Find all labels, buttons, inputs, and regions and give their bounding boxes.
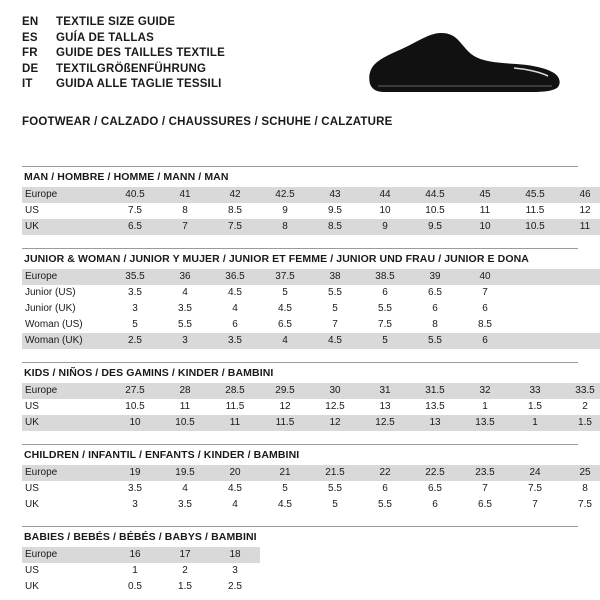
cell [260,563,310,579]
cell: 10.5 [425,205,445,216]
cell: 36 [160,269,210,285]
table-row [22,269,600,285]
cell: 4 [182,483,188,494]
cell: 0.5 [128,581,142,592]
cell: 1 [510,415,560,431]
cell: 10.5 [510,219,560,235]
language-code: DE [22,62,39,75]
cell: 22.5 [410,465,460,481]
cell: 17 [160,547,210,563]
cell: 27.5 [110,383,160,399]
cell: 8 [260,219,310,235]
row-label: Woman (US) [25,319,83,330]
cell: 5.5 [378,303,392,314]
cell: 8.5 [228,205,242,216]
cell: 39 [410,269,460,285]
cell: 4 [260,333,310,349]
header [22,16,578,108]
row-label: US [25,401,39,412]
cell: 8.5 [478,319,492,330]
cell [460,563,510,579]
size-blocks [22,166,595,595]
cell: 45.5 [510,187,560,203]
cell: 7 [160,219,210,235]
cell: 4 [232,499,238,510]
block-kids [22,362,595,431]
cell: 11.5 [225,401,245,412]
cell: 13 [379,401,391,412]
cell: 6.5 [428,287,442,298]
cell [510,301,560,317]
row-label: US [25,205,39,216]
cell [560,269,600,285]
cell: 5 [132,319,138,330]
language-code: ES [22,31,38,44]
table-row [22,415,600,431]
cell: 6 [232,319,238,330]
cell: 33.5 [560,383,600,399]
cell: 28.5 [210,383,260,399]
cell: 4.5 [278,303,292,314]
cell: 1.5 [528,401,542,412]
row-label: Europe [22,547,110,563]
cell: 6.5 [428,483,442,494]
cell [510,547,560,563]
cell: 7.5 [378,319,392,330]
language-code: EN [22,16,39,28]
cell: 33 [510,383,560,399]
size-table-kids [22,383,600,431]
block-man [22,166,591,235]
cell: 24 [510,465,560,481]
cell [310,563,360,579]
cell: 3 [132,303,138,314]
cell: 13.5 [460,415,510,431]
cell: 3 [232,565,238,576]
cell: 4.5 [310,333,360,349]
table-row [22,317,600,333]
table-row [22,285,600,301]
cell: 7 [532,499,538,510]
cell: 2.5 [228,581,242,592]
cell: 6 [382,483,388,494]
cell: 3 [160,333,210,349]
cell: 5.5 [178,319,192,330]
cell: 21.5 [310,465,360,481]
cell: 38.5 [360,269,410,285]
cell: 40 [460,269,510,285]
table-row [22,497,600,513]
cell: 2 [582,401,588,412]
cell [410,547,460,563]
table-row [22,203,600,219]
table-row [22,333,600,349]
cell: 9 [360,219,410,235]
cell: 6 [382,287,388,298]
cell: 5 [332,499,338,510]
size-table-babies [22,547,600,595]
cell: 40.5 [110,187,160,203]
cell: 11.5 [260,415,310,431]
cell: 18 [210,547,260,563]
cell: 25 [560,465,600,481]
cell [560,547,600,563]
cell [560,563,600,579]
row-label: UK [25,499,39,510]
cell: 3.5 [210,333,260,349]
cell [260,547,310,563]
block-title: JUNIOR & WOMAN / JUNIOR Y MUJER / JUNIOR ET FEMME / JUNIOR UND FRAU / JUNIOR E DONA [22,248,578,269]
cell: 12 [310,415,360,431]
cell [510,563,560,579]
cell: 30 [310,383,360,399]
cell: 37.5 [260,269,310,285]
cell [410,563,460,579]
cell: 44 [360,187,410,203]
table-row [22,563,600,579]
row-label: Europe [22,187,110,203]
cell: 5.5 [328,287,342,298]
cell: 4.5 [228,483,242,494]
cell: 12.5 [325,401,345,412]
cell: 45 [460,187,510,203]
cell: 5 [332,303,338,314]
cell: 41 [160,187,210,203]
cell: 31 [360,383,410,399]
cell: 5.5 [378,499,392,510]
cell [460,547,510,563]
cell: 20 [210,465,260,481]
language-title: TEXTILGRÖßENFÜHRUNG [56,62,207,75]
table-row [22,219,600,235]
language-row [22,32,225,48]
cell: 13 [410,415,460,431]
language-row [22,78,225,94]
cell [560,579,600,595]
cell: 21 [260,465,310,481]
cell: 4 [232,303,238,314]
cell: 2 [182,565,188,576]
cell: 6.5 [110,219,160,235]
cell: 32 [460,383,510,399]
cell: 10.5 [125,401,145,412]
cell: 36.5 [210,269,260,285]
cell: 3.5 [128,287,142,298]
cell [560,333,600,349]
block-babies [22,526,578,595]
row-label: US [25,565,39,576]
cell [310,579,360,595]
language-title: GUIDE DES TAILLES TEXTILE [56,47,225,59]
table-row [22,547,600,563]
cell: 29.5 [260,383,310,399]
language-title: TEXTILE SIZE GUIDE [56,16,176,28]
cell: 46 [560,187,600,203]
row-label: US [25,483,39,494]
cell: 10.5 [160,415,210,431]
cell: 8 [432,319,438,330]
cell: 5.5 [328,483,342,494]
cell [560,301,600,317]
language-title: GUÍA DE TALLAS [56,31,154,44]
cell: 38 [310,269,360,285]
row-label: Junior (UK) [25,303,76,314]
cell: 1 [482,401,488,412]
cell: 6.5 [278,319,292,330]
cell: 42 [210,187,260,203]
cell: 11 [560,219,600,235]
cell [410,579,460,595]
cell: 9.5 [410,219,460,235]
language-row [22,47,225,63]
cell: 10 [379,205,391,216]
block-title: CHILDREN / INFANTIL / ENFANTS / KINDER / BAMBINI [22,444,578,465]
cell: 6 [460,333,510,349]
cell: 11.5 [525,205,545,216]
cell: 11 [179,401,191,412]
cell [510,333,560,349]
cell [510,317,560,333]
block-title: MAN / HOMBRE / HOMME / MANN / MAN [22,166,578,187]
cell: 6 [432,499,438,510]
cell: 12 [279,401,291,412]
row-label: Woman (UK) [22,333,110,349]
cell [360,547,410,563]
block-title: KIDS / NIÑOS / DES GAMINS / KINDER / BAMBINI [22,362,578,383]
cell: 7.5 [578,499,592,510]
cell: 5.5 [410,333,460,349]
cell: 35.5 [110,269,160,285]
cell: 7 [332,319,338,330]
table-row [22,187,600,203]
cell: 6 [432,303,438,314]
cell [510,269,560,285]
cell: 44.5 [410,187,460,203]
cell: 19.5 [160,465,210,481]
cell: 9.5 [328,205,342,216]
cell [560,317,600,333]
table-row [22,465,600,481]
cell: 7.5 [128,205,142,216]
cell [510,285,560,301]
table-row [22,301,600,317]
cell: 5 [360,333,410,349]
language-row [22,16,225,32]
size-table-junior-woman [22,269,600,349]
cell: 3.5 [128,483,142,494]
cell: 3 [132,499,138,510]
cell: 19 [110,465,160,481]
cell: 23.5 [460,465,510,481]
cell: 3.5 [178,303,192,314]
cell [360,563,410,579]
cell: 22 [360,465,410,481]
cell [560,285,600,301]
cell: 7.5 [528,483,542,494]
row-label: Europe [22,269,110,285]
cell: 6 [482,303,488,314]
cell: 10 [110,415,160,431]
category-title: FOOTWEAR / CALZADO / CHAUSSURES / SCHUHE / CALZATURE [22,116,393,128]
cell: 12.5 [360,415,410,431]
row-label: UK [25,581,39,592]
cell: 42.5 [260,187,310,203]
table-row [22,399,600,415]
cell: 31.5 [410,383,460,399]
language-list [22,16,225,94]
row-label: Junior (US) [25,287,76,298]
cell: 7 [482,483,488,494]
row-label: UK [22,415,110,431]
row-label: Europe [22,383,110,399]
language-list-body [22,16,225,94]
cell: 6.5 [478,499,492,510]
cell [460,579,510,595]
cell: 5 [282,483,288,494]
cell: 16 [110,547,160,563]
cell [310,547,360,563]
language-row [22,63,225,79]
block-children [22,444,592,513]
table-row [22,383,600,399]
size-table-children [22,465,600,513]
cell [260,579,310,595]
cell: 28 [160,383,210,399]
cell: 3.5 [178,499,192,510]
table-row [22,481,600,497]
cell: 1.5 [560,415,600,431]
block-title: BABIES / BEBÉS / BÉBÉS / BABYS / BAMBINI [22,526,578,547]
cell: 7.5 [210,219,260,235]
cell: 5 [282,287,288,298]
cell: 7 [482,287,488,298]
cell: 1.5 [178,581,192,592]
cell: 4.5 [228,287,242,298]
language-code: FR [22,47,38,59]
cell: 8.5 [310,219,360,235]
cell: 13.5 [425,401,445,412]
cell: 8 [182,205,188,216]
dress-shoe-icon [364,28,564,100]
table-row [22,579,600,595]
size-table-man [22,187,600,235]
cell: 4.5 [278,499,292,510]
cell [360,579,410,595]
cell [510,579,560,595]
cell: 2.5 [110,333,160,349]
cell: 8 [582,483,588,494]
block-junior-woman [22,248,578,349]
cell: 12 [579,205,591,216]
cell: 4 [182,287,188,298]
cell: 10 [460,219,510,235]
row-label: Europe [22,465,110,481]
cell: 11 [210,415,260,431]
row-label: UK [22,219,110,235]
language-code: IT [22,78,33,90]
cell: 9 [282,205,288,216]
cell: 11 [479,205,491,216]
cell: 1 [132,565,138,576]
language-title: GUIDA ALLE TAGLIE TESSILI [56,78,222,90]
cell: 43 [310,187,360,203]
